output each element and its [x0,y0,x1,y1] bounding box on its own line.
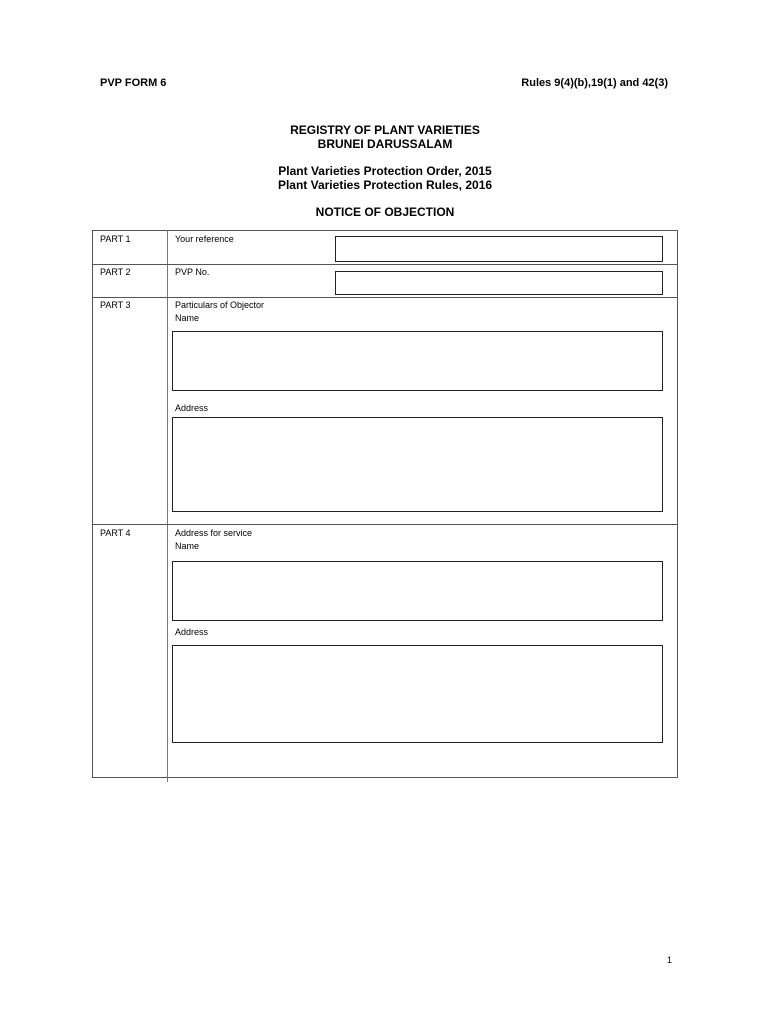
row-divider [92,297,678,298]
objector-name-label: Name [175,313,200,323]
objector-heading [175,299,264,325]
your-reference-field[interactable] [335,236,663,262]
part1-label: PART 1 [100,234,131,244]
column-divider [167,230,168,782]
notice-title: NOTICE OF OBJECTION [315,205,455,219]
part4-label: PART 4 [100,528,131,538]
service-address-label: Address [175,627,209,637]
pvp-no-field[interactable] [335,271,663,295]
order-line: Plant Varieties Protection Order, 2015 [278,164,492,178]
service-heading [175,527,252,553]
objector-address-label: Address [175,403,209,413]
registry-line-1: REGISTRY OF PLANT VARIETIES [290,123,480,137]
service-address-field[interactable] [172,645,663,743]
service-name-label: Name [175,541,200,551]
legislation-title [0,164,770,192]
row-divider [92,264,678,265]
registry-line-2: BRUNEI DARUSSALAM [317,137,453,151]
registry-title [0,123,770,151]
row-divider [92,524,678,525]
page-number: 1 [667,955,673,965]
objector-address-field[interactable] [172,417,663,512]
form-id: PVP FORM 6 [100,77,167,89]
your-reference-label: Your reference [175,234,234,244]
part3-label: PART 3 [100,300,131,310]
address-for-service-label: Address for service [175,528,253,538]
service-name-field[interactable] [172,561,663,621]
rules-line: Plant Varieties Protection Rules, 2016 [277,178,493,192]
particulars-of-objector-label: Particulars of Objector [175,300,265,310]
pvp-no-label: PVP No. [175,267,210,277]
part2-label: PART 2 [100,267,131,277]
objector-name-field[interactable] [172,331,663,391]
rules-reference: Rules 9(4)(b),19(1) and 42(3) [521,77,668,89]
